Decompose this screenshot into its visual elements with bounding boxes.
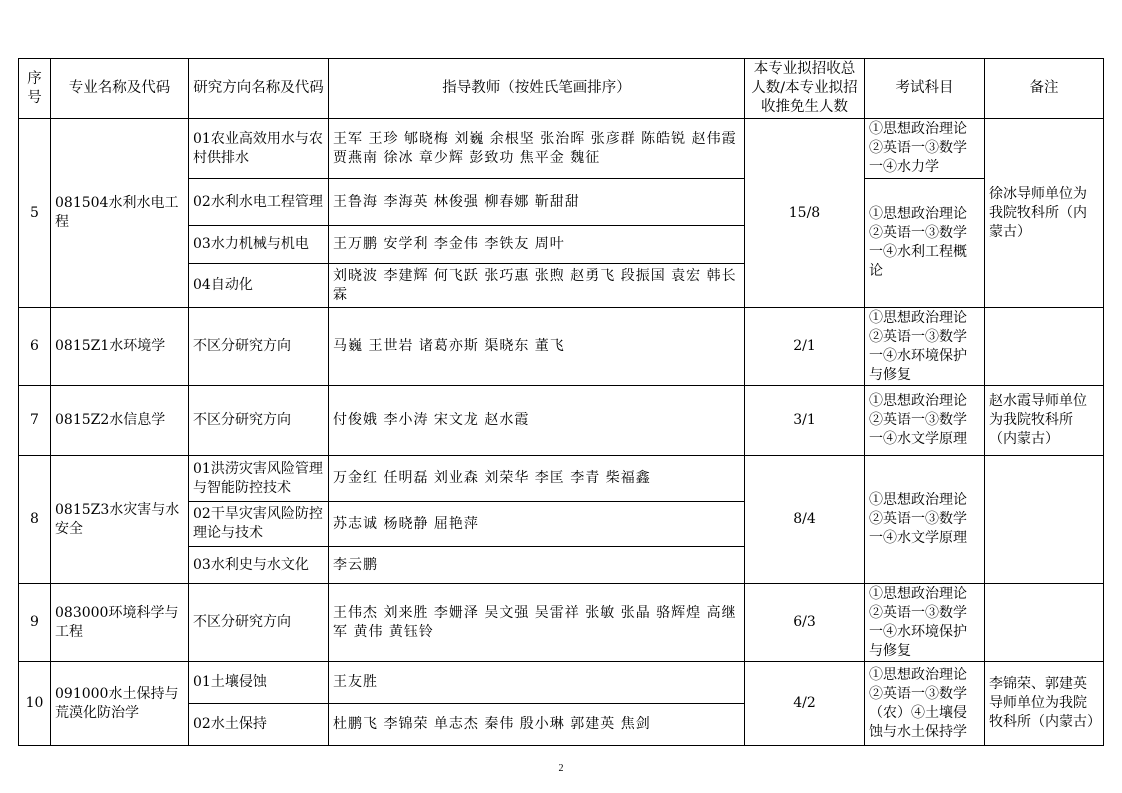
seq-cell: 7 [19, 386, 51, 456]
direction-cell: 不区分研究方向 [189, 386, 329, 456]
table-row [19, 119, 1104, 179]
table-row [19, 584, 1104, 662]
exam-cell: ①思想政治理论②英语一③数学一④水力学 [865, 119, 985, 179]
seq-cell: 9 [19, 584, 51, 662]
major-cell: 0815Z1水环境学 [51, 308, 189, 386]
seq-cell: 10 [19, 662, 51, 746]
table-row [19, 308, 1104, 386]
table-row [19, 386, 1104, 456]
quota-cell: 4/2 [745, 662, 865, 746]
header-seq: 序号 [19, 59, 51, 119]
notes-cell: 赵水霞导师单位为我院牧科所（内蒙古） [985, 386, 1104, 456]
teachers-cell: 王万鹏 安学利 李金伟 李铁友 周叶 [329, 226, 745, 264]
teachers-cell: 王伟杰 刘来胜 李姗泽 吴文强 吴雷祥 张敏 张晶 骆辉煌 高继军 黄伟 黄钰铃 [329, 584, 745, 662]
major-cell: 091000水土保持与荒漠化防治学 [51, 662, 189, 746]
teachers-cell: 刘晓波 李建辉 何飞跃 张巧惠 张煦 赵勇飞 段振国 袁宏 韩长霖 [329, 264, 745, 308]
exam-cell: ①思想政治理论②英语一③数学一④水利工程概论 [865, 179, 985, 308]
notes-cell: 李锦荣、郭建英导师单位为我院牧科所（内蒙古） [985, 662, 1104, 746]
major-cell: 0815Z2水信息学 [51, 386, 189, 456]
teachers-cell: 王军 王珍 郇晓梅 刘巍 余根坚 张治晖 张彦群 陈皓锐 赵伟霞 贾燕南 徐冰 章少辉 彭致功 焦平金 魏征 [329, 119, 745, 179]
table-header-row [19, 59, 1104, 119]
direction-cell: 02干旱灾害风险防控理论与技术 [189, 502, 329, 547]
direction-cell: 03水力机械与机电 [189, 226, 329, 264]
header-direction: 研究方向名称及代码 [189, 59, 329, 119]
teachers-cell: 苏志诚 杨晓静 屈艳萍 [329, 502, 745, 547]
teachers-cell: 李云鹏 [329, 547, 745, 584]
teachers-cell: 万金红 任明磊 刘业森 刘荣华 李匡 李青 柴福鑫 [329, 456, 745, 502]
direction-cell: 不区分研究方向 [189, 308, 329, 386]
major-cell: 0815Z3水灾害与水安全 [51, 456, 189, 584]
seq-cell: 5 [19, 119, 51, 308]
table-row [19, 456, 1104, 502]
notes-cell: 徐冰导师单位为我院牧科所（内蒙古） [985, 119, 1104, 308]
direction-cell: 04自动化 [189, 264, 329, 308]
header-notes: 备注 [985, 59, 1104, 119]
header-quota: 本专业拟招收总人数/本专业拟招收推免生人数 [745, 59, 865, 119]
header-exam: 考试科目 [865, 59, 985, 119]
major-cell: 081504水利水电工程 [51, 119, 189, 308]
direction-cell: 01洪涝灾害风险管理与智能防控技术 [189, 456, 329, 502]
teachers-cell: 王友胜 [329, 662, 745, 704]
page-number: 2 [558, 763, 564, 774]
teachers-cell: 杜鹏飞 李锦荣 单志杰 秦伟 殷小琳 郭建英 焦剑 [329, 704, 745, 746]
teachers-cell: 马巍 王世岩 诸葛亦斯 渠晓东 董飞 [329, 308, 745, 386]
exam-cell: ①思想政治理论②英语一③数学（农）④土壤侵蚀与水土保持学 [865, 662, 985, 746]
seq-cell: 8 [19, 456, 51, 584]
direction-cell: 02水土保持 [189, 704, 329, 746]
notes-cell [985, 584, 1104, 662]
exam-cell: ①思想政治理论②英语一③数学一④水环境保护与修复 [865, 584, 985, 662]
admissions-table [18, 58, 1104, 746]
quota-cell: 15/8 [745, 119, 865, 308]
direction-cell: 不区分研究方向 [189, 584, 329, 662]
exam-cell: ①思想政治理论②英语一③数学一④水文学原理 [865, 456, 985, 584]
table-row [19, 662, 1104, 704]
teachers-cell: 王鲁海 李海英 林俊强 柳春娜 靳甜甜 [329, 179, 745, 226]
quota-cell: 2/1 [745, 308, 865, 386]
major-cell: 083000环境科学与工程 [51, 584, 189, 662]
direction-cell: 01农业高效用水与农村供排水 [189, 119, 329, 179]
direction-cell: 03水利史与水文化 [189, 547, 329, 584]
teachers-cell: 付俊娥 李小涛 宋文龙 赵水霞 [329, 386, 745, 456]
notes-cell [985, 308, 1104, 386]
exam-cell: ①思想政治理论②英语一③数学一④水环境保护与修复 [865, 308, 985, 386]
seq-cell: 6 [19, 308, 51, 386]
exam-cell: ①思想政治理论②英语一③数学一④水文学原理 [865, 386, 985, 456]
quota-cell: 8/4 [745, 456, 865, 584]
header-major: 专业名称及代码 [51, 59, 189, 119]
quota-cell: 6/3 [745, 584, 865, 662]
quota-cell: 3/1 [745, 386, 865, 456]
admissions-table-sheet [18, 58, 1103, 746]
header-teachers: 指导教师（按姓氏笔画排序） [329, 59, 745, 119]
direction-cell: 02水利水电工程管理 [189, 179, 329, 226]
direction-cell: 01土壤侵蚀 [189, 662, 329, 704]
notes-cell [985, 456, 1104, 584]
